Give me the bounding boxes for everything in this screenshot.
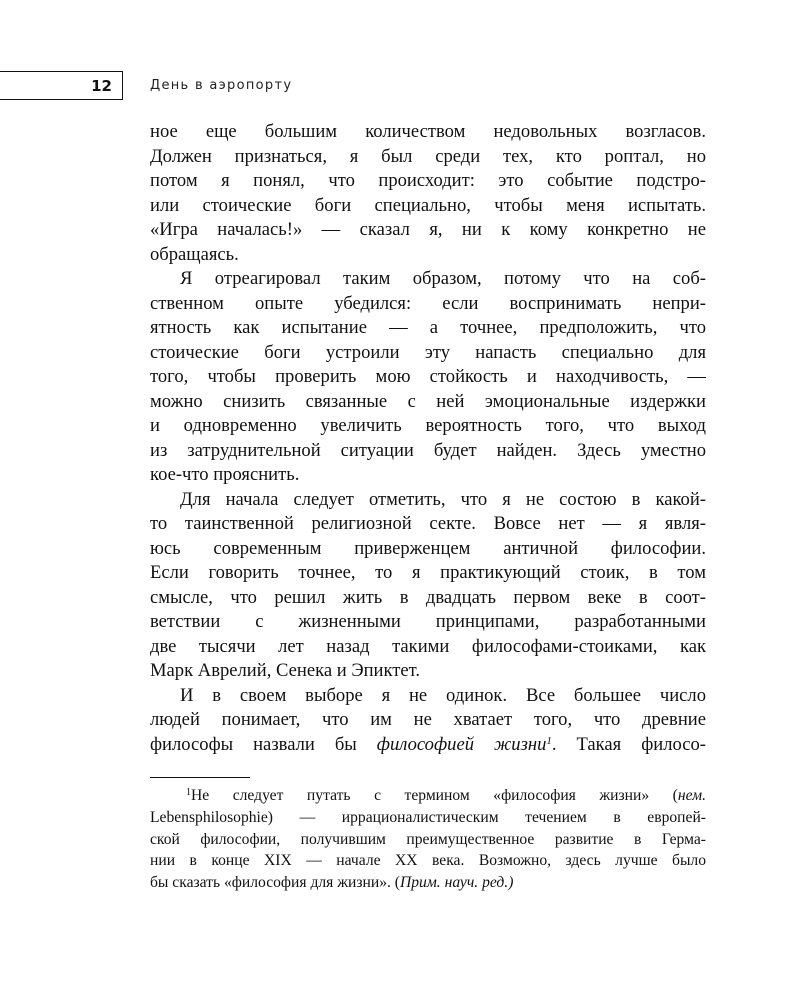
text-line: Я отреагировал таким образом, потому что на соб-	[180, 268, 706, 289]
page-number: 12	[91, 77, 112, 95]
text-line: можно снизить связанные с ней эмоциональные издержки	[150, 390, 706, 412]
text-line: Должен признаться, я был среди тех, кто роптал, но	[150, 145, 706, 167]
footnote-line: ской философии, получившим преимущественное развитие в Герма-	[150, 830, 706, 848]
text-line: ственном опыте убедился: если воспринимать непри-	[150, 292, 706, 314]
text-line: И в своем выборе я не одинок. Все большее число	[180, 684, 706, 706]
text-line: юсь современным приверженцем античной философии.	[150, 537, 706, 559]
footnote-text: бы сказать «философия для жизни». (	[150, 874, 400, 892]
text-segment: . Такая филосо-	[551, 733, 706, 755]
text-line: ветствии с жизненными принципами, разработанными	[150, 611, 706, 632]
text-line: ное еще большим количеством недовольных возгласов.	[150, 121, 706, 142]
footnote-marker: 1	[186, 787, 191, 798]
italic-term: философией жизни	[376, 733, 547, 755]
text-line: того, чтобы проверить мою стойкость и находчивость, —	[150, 366, 706, 387]
text-line: стоические боги устроили эту напасть специально для	[150, 341, 706, 363]
text-segment: философы назвали бы	[150, 733, 377, 755]
text-line: две тысячи лет назад такими философами-стоиками, как	[150, 635, 706, 657]
footnote-italic: Прим. науч. ред.)	[400, 874, 514, 892]
text-line: кое-что прояснить.	[150, 464, 300, 485]
footnote-divider	[150, 777, 250, 778]
text-line: из затруднительной ситуации будет найден. Здесь уместно	[150, 439, 706, 461]
text-line: и одновременно увеличить вероятность того, что выход	[150, 415, 706, 436]
text-line: смысле, что решил жить в двадцать первом веке в соот-	[150, 586, 706, 608]
text-line: ятность как испытание — а точнее, предположить, что	[150, 317, 706, 338]
footnote-line: нии в конце XIX — начале XX века. Возможно, здесь лучше было	[150, 852, 706, 870]
running-head: День в аэропорту	[150, 78, 293, 93]
text-line: потом я понял, что происходит: это событие подстро-	[150, 170, 706, 191]
footnote-line	[150, 785, 706, 807]
text-line: людей понимает, что им не хватает того, что древние	[150, 709, 706, 730]
footnote	[150, 785, 706, 894]
page-number-box	[0, 71, 123, 100]
text-line: обращаясь.	[150, 243, 239, 265]
text-line: «Игра началась!» — сказал я, ни к кому конкретно не	[150, 219, 706, 240]
text-line: Если говорить точнее, то я практикующий стоик, в том	[150, 562, 706, 583]
footnote-text: Не следует путать с термином «философия жизни» (	[191, 787, 678, 804]
text-line: Для начала следует отметить, что я не состою в какой-	[180, 488, 706, 510]
text-line: Марк Аврелий, Сенека и Эпиктет.	[150, 660, 421, 681]
footnote-line: Lebensphilosophie) — иррационалистическим течением в европей-	[150, 808, 706, 826]
text-line: то таинственной религиозной секте. Вовсе нет — я явля-	[150, 513, 706, 534]
footnote-line	[150, 872, 706, 894]
footnote-italic: нем.	[677, 787, 706, 804]
text-line-last	[150, 733, 706, 758]
text-line: или стоические боги специально, чтобы меня испытать.	[150, 194, 706, 216]
footnote-ref[interactable]: 1	[546, 734, 552, 747]
body-text	[150, 120, 706, 757]
